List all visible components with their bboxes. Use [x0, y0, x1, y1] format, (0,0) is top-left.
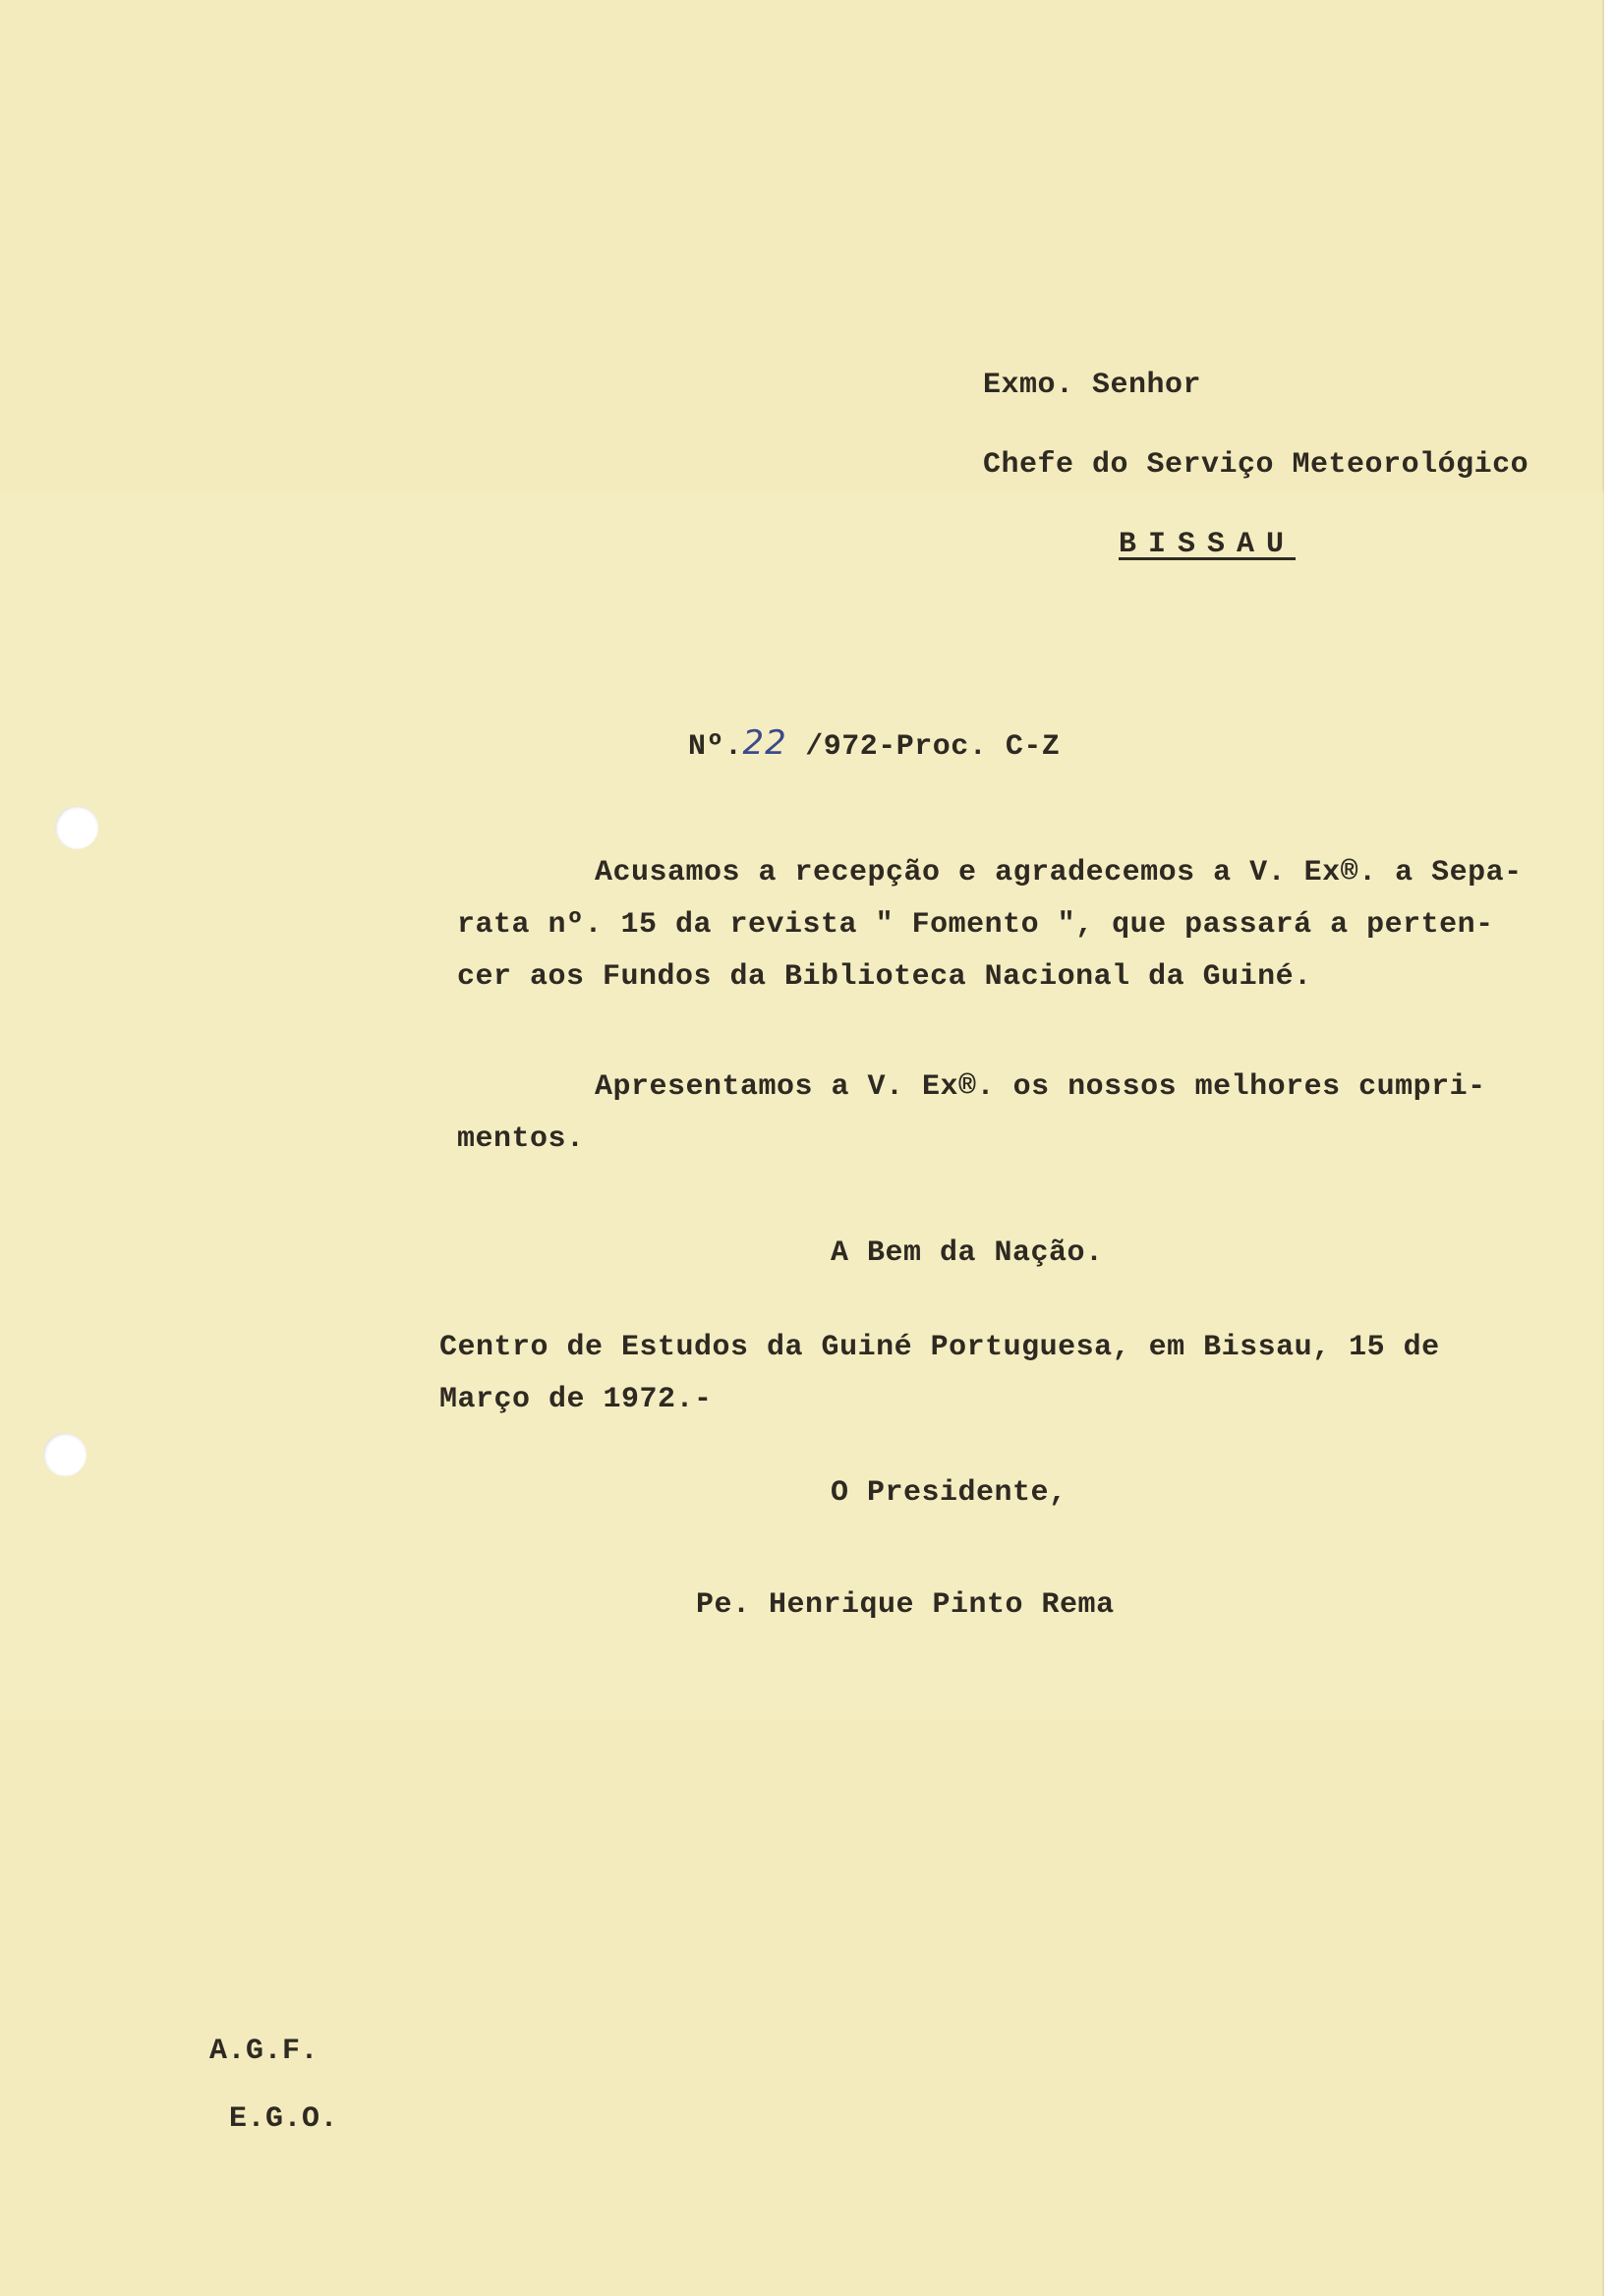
- place-date-line: Março de 1972.-: [439, 1383, 713, 1416]
- reference-prefix: Nº.: [688, 730, 743, 764]
- reference-handwritten-number: 22: [742, 723, 787, 763]
- typist-initials: E.G.O.: [229, 2102, 339, 2136]
- paragraph1-line: cer aos Fundos da Biblioteca Nacional da Guiné.: [457, 960, 1312, 994]
- place-date: [439, 1322, 1440, 1426]
- reference-suffix: /972-Proc. C-Z: [786, 730, 1061, 764]
- punch-hole-top: [55, 806, 98, 849]
- typist-initials: A.G.F.: [209, 2035, 319, 2068]
- punch-hole-bottom: [43, 1433, 87, 1476]
- reference-number: [688, 718, 1060, 774]
- body-paragraph-acknowledgement: [457, 847, 1523, 1004]
- address-recipient: Chefe do Serviço Meteorológico: [983, 448, 1529, 482]
- signature-name: Pe. Henrique Pinto Rema: [696, 1588, 1115, 1622]
- closing-phrase: A Bem da Nação.: [831, 1236, 1104, 1270]
- address-salutation: Exmo. Senhor: [983, 369, 1202, 402]
- signature-title: O Presidente,: [831, 1476, 1067, 1510]
- place-date-line: Centro de Estudos da Guiné Portuguesa, em Bissau, 15 de: [439, 1331, 1440, 1364]
- paragraph1-line: rata nº. 15 da revista " Fomento ", que passará a perten-: [457, 908, 1494, 942]
- address-city: BISSAU: [1119, 528, 1297, 561]
- body-paragraph-compliments: [457, 1062, 1486, 1166]
- paragraph2-line: mentos.: [457, 1122, 585, 1156]
- paragraph1-line: Acusamos a recepção e agradecemos a V. Ex®. a Sepa-: [595, 856, 1523, 890]
- paragraph2-line: Apresentamos a V. Ex®. os nossos melhores cumpri-: [595, 1070, 1486, 1104]
